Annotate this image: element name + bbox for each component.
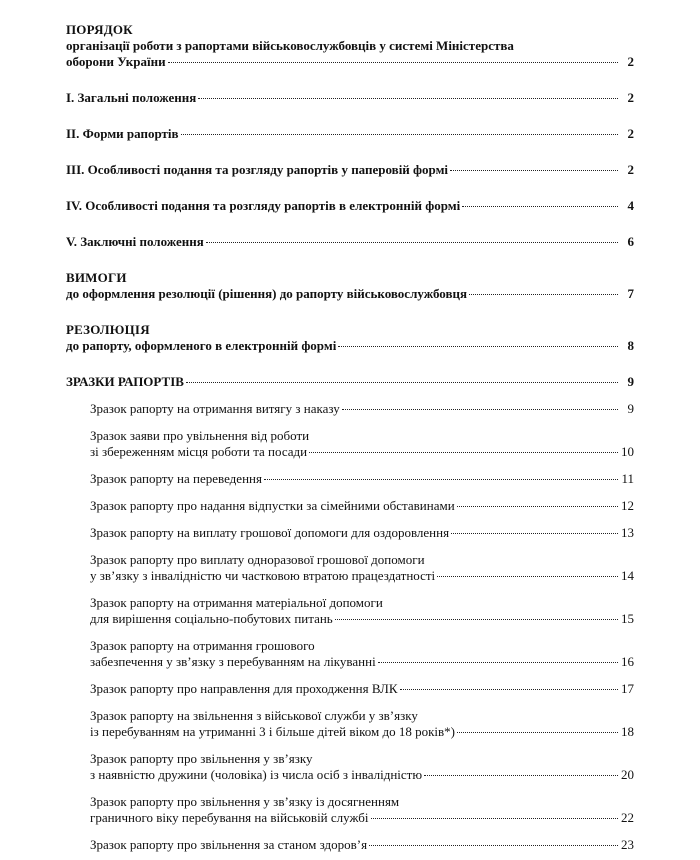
dot-leader [469,294,618,295]
toc-entry-last-line [66,338,634,354]
page-number: 2 [627,162,634,177]
toc-entry-last-line [66,162,634,178]
toc-entry-title: зі збереженням місця роботи та посади [90,444,308,459]
toc-entry-title: у зв’язку з інвалідністю чи частковою втратою працездатності [90,568,436,583]
toc-entry-title: оборони України [66,54,166,69]
toc-entry-title: Зразок рапорту про направлення для проходження ВЛК [90,681,398,696]
toc-entry[interactable] [66,794,634,826]
toc-entry-text-line: Зразок рапорту на отримання матеріальної допомоги [90,595,383,610]
toc-entry[interactable] [66,837,634,853]
toc-entry[interactable] [66,552,634,584]
dot-leader [335,619,618,620]
toc-entry-heading: ВИМОГИ [66,270,127,285]
toc-entry[interactable] [66,374,634,390]
dot-leader [168,62,618,63]
toc-entry-title: Зразок рапорту на отримання витягу з наказу [90,401,340,416]
toc-entry-last-line [66,126,634,142]
toc-entry-title: ІV. Особливості подання та розгляду рапортів в електронній формі [66,198,461,213]
toc-entry[interactable] [66,751,634,783]
toc-entry-title: з наявністю дружини (чоловіка) із числа осіб з інвалідністю [90,767,423,782]
page-number: 9 [627,374,634,389]
dot-leader [198,98,618,99]
toc-entry[interactable] [66,428,634,460]
page-number: 2 [627,126,634,141]
page-number: 17 [621,681,634,696]
page-number: 9 [627,401,634,416]
toc-entry[interactable] [66,525,634,541]
page-number: 6 [627,234,634,249]
page-number: 22 [621,810,634,825]
page-number: 18 [621,724,634,739]
toc-entry-last-line [90,525,634,541]
toc-entry-title: V. Заключні положення [66,234,204,249]
toc-entry-title: ІІІ. Особливості подання та розгляду рапортів у паперовій формі [66,162,449,177]
page-number: 7 [627,286,634,301]
toc-entry-last-line [90,654,634,670]
toc-entry-heading: ПОРЯДОК [66,22,133,37]
toc-entry-heading: РЕЗОЛЮЦІЯ [66,322,150,337]
page-number: 4 [627,198,634,213]
dot-leader [378,662,618,663]
page-number: 2 [627,90,634,105]
toc-entry[interactable] [66,322,634,354]
page-number: 20 [621,767,634,782]
toc-entry-title: для вирішення соціально-побутових питань [90,611,333,626]
dot-leader [369,845,618,846]
toc-entry-text-line: Зразок заяви про увільнення від роботи [90,428,310,443]
toc-entry-title: Зразок рапорту на переведення [90,471,262,486]
toc-entry-text-line: Зразок рапорту на отримання грошового [90,638,315,653]
page-number: 10 [621,444,634,459]
dot-leader [338,346,618,347]
toc-entry-last-line [66,286,634,302]
toc-entry-last-line [90,444,634,460]
toc-entry[interactable] [66,126,634,142]
dot-leader [400,689,618,690]
dot-leader [424,775,618,776]
page-number: 14 [621,568,634,583]
toc-entry-last-line [90,471,634,487]
toc-entry-text-line: Зразок рапорту на звільнення з військової служби у зв’язку [90,708,418,723]
dot-leader [181,134,618,135]
page-number: 13 [621,525,634,540]
toc-entry[interactable] [66,234,634,250]
toc-entry-title: забезпечення у зв’язку з перебуванням на лікуванні [90,654,376,669]
dot-leader [264,479,618,480]
toc-entry-title: Зразок рапорту про надання відпустки за сімейними обставинами [90,498,455,513]
toc-entry-title: Зразок рапорту на виплату грошової допомоги для оздоровлення [90,525,450,540]
toc-entry-text-line: організації роботи з рапортами військовослужбовців у системі Міністерства [66,38,514,53]
toc-entry-title: із перебуванням на утриманні 3 і більше дітей віком до 18 років*) [90,724,455,739]
toc-entry[interactable] [66,471,634,487]
dot-leader [457,506,618,507]
dot-leader [457,732,618,733]
toc-entry-title: ІІ. Форми рапортів [66,126,179,141]
dot-leader [462,206,618,207]
toc-entry-title: до оформлення резолюції (рішення) до рапорту військовослужбовця [66,286,468,301]
toc-entry-title: І. Загальні положення [66,90,197,105]
dot-leader [437,576,618,577]
dot-leader [309,452,618,453]
toc-entry[interactable] [66,638,634,670]
page-number: 16 [621,654,634,669]
toc-entry-title: Зразок рапорту про звільнення за станом здоров’я [90,837,368,852]
toc-entry[interactable] [66,270,634,302]
dot-leader [371,818,618,819]
toc-entry-last-line [90,498,634,514]
toc-entry-last-line [66,54,634,70]
toc-entry[interactable] [66,595,634,627]
dot-leader [186,382,618,383]
dot-leader [206,242,618,243]
dot-leader [342,409,618,410]
toc-entry[interactable] [66,22,634,70]
toc-entry-title: граничного віку перебування на військовій службі [90,810,369,825]
toc-entry[interactable] [66,198,634,214]
toc-entry-text-line: Зразок рапорту про звільнення у зв’язку [90,751,313,766]
page-number: 15 [621,611,634,626]
toc-entry[interactable] [66,90,634,106]
toc-entry-last-line [90,568,634,584]
table-of-contents [66,22,634,853]
page-number: 8 [627,338,634,353]
toc-entry-last-line [90,837,634,853]
dot-leader [450,170,618,171]
toc-entry-last-line [66,198,634,214]
toc-entry-last-line [90,767,634,783]
toc-entry[interactable] [66,708,634,740]
dot-leader [451,533,618,534]
page-number: 12 [621,498,634,513]
toc-entry-last-line [66,234,634,250]
toc-entry[interactable] [66,681,634,697]
toc-entry-last-line [90,401,634,417]
toc-entry-text-line: Зразок рапорту про звільнення у зв’язку із досягненням [90,794,400,809]
toc-entry-last-line [90,810,634,826]
page-number: 11 [621,471,634,486]
toc-entry-title: до рапорту, оформленого в електронній формі [66,338,337,353]
toc-entry-text-line: Зразок рапорту про виплату одноразової грошової допомоги [90,552,425,567]
toc-entry-last-line [66,90,634,106]
toc-entry-last-line [90,611,634,627]
page-number: 23 [621,837,634,852]
toc-entry[interactable] [66,162,634,178]
toc-entry-last-line [90,724,634,740]
toc-entry-last-line [66,374,634,390]
toc-entry-last-line [90,681,634,697]
toc-entry[interactable] [66,401,634,417]
toc-entry[interactable] [66,498,634,514]
page-number: 2 [627,54,634,69]
toc-entry-title: ЗРАЗКИ РАПОРТІВ [66,374,184,389]
